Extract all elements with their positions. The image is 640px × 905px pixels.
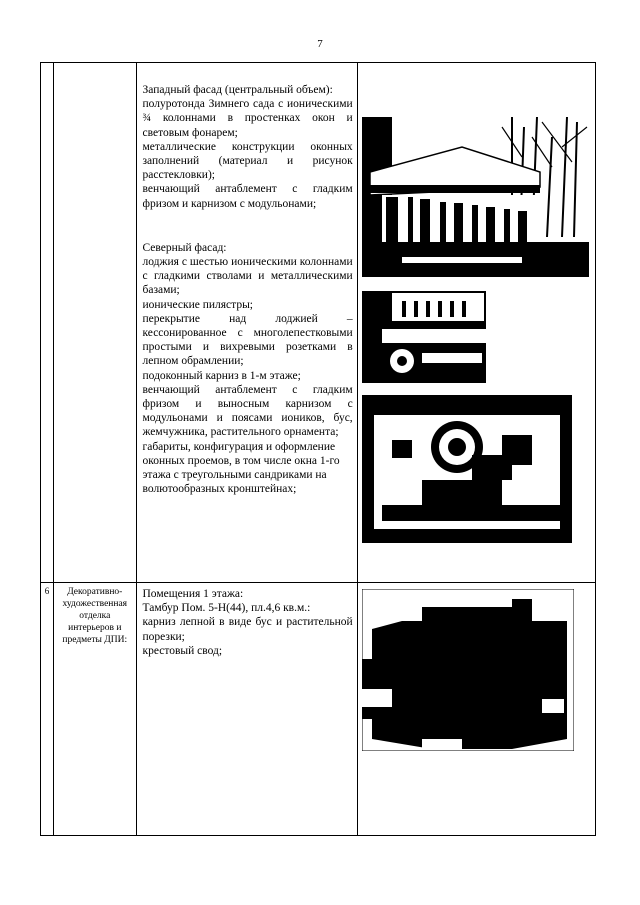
north-facade-item: лоджия с шестью ионическими колоннами с гладкими стволами и металлическими базами; — [142, 256, 353, 297]
row-number-cell — [41, 63, 54, 583]
west-facade-heading: Западный фасад (центральный объем): — [142, 84, 333, 96]
interior-heading: Помещения 1 этажа: — [142, 588, 244, 600]
west-facade-item: металлические конструкции оконных заполнений (материал и рисунок расстекловки); — [142, 140, 353, 182]
row-number-cell: 6 — [41, 583, 54, 836]
row-name-cell — [54, 63, 136, 583]
table-row — [41, 63, 596, 583]
north-facade-item: габариты, конфигурация и оформление оконных проемов, в том числе окна 1-го этажа с треугольными сандриками на волютообразных кронштейнах; — [142, 440, 340, 496]
vestibule-vault-photo — [362, 589, 574, 751]
table-row — [41, 583, 596, 836]
page-number: 7 — [317, 38, 323, 50]
row-name-cell: Декоративно-художественная отделка интерьеров и предметы ДПИ: — [54, 583, 136, 836]
west-facade-photo — [362, 117, 589, 277]
interior-item: Тамбур Пом. 5-Н(44), пл.4,6 кв.м.: — [142, 602, 311, 615]
north-facade-heading: Северный фасад: — [142, 241, 227, 254]
north-facade-item: подоконный карниз в 1-м этаже; — [142, 369, 301, 382]
north-facade-item: ионические пилястры; — [142, 298, 253, 311]
photo-cell — [357, 63, 595, 583]
protection-subject-table — [40, 62, 596, 836]
ceiling-rosette-photo — [362, 395, 572, 543]
west-facade-block — [143, 83, 353, 211]
photo-cell — [357, 583, 595, 836]
interior-item: карниз лепной в виде бус и растительной порезки; — [142, 616, 353, 643]
description-cell — [136, 583, 357, 836]
description-cell — [136, 63, 357, 583]
north-facade-item: венчающий антаблемент с гладким фризом и выносным карнизом с модульонами и поясами иоников, бус, жемчужника, растительного орнамента; — [142, 383, 353, 439]
interior-block — [143, 587, 353, 658]
west-facade-item: венчающий антаблемент с гладким фризом и карнизом с модульонами; — [142, 183, 353, 210]
interior-item: крестовый свод; — [142, 644, 223, 657]
north-facade-block — [143, 241, 353, 497]
north-facade-item: перекрытие над лоджией – кессонированное с многолепестковыми простыми и вихревыми розетками в лепном обрамлении; — [142, 312, 353, 368]
west-facade-item: полуротонда Зимнего сада с ионическими ¾ колоннами в простенках окон и световым фонарем; — [142, 98, 353, 139]
entablature-detail-photo — [362, 291, 486, 383]
